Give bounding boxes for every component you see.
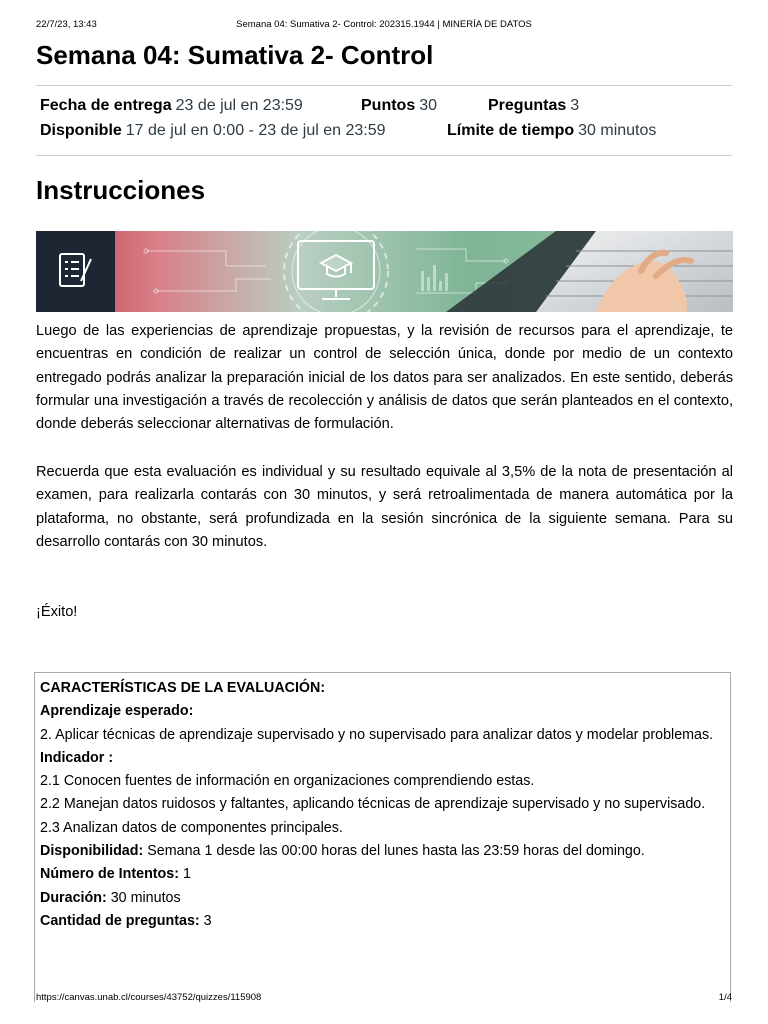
print-header <box>36 19 732 30</box>
divider <box>36 155 732 156</box>
meta-points <box>361 97 437 115</box>
availability-label: Disponibilidad: <box>40 843 144 860</box>
instructions-paragraph-1: Luego de las experiencias de aprendizaje propuestas, y la revisión de recursos para el aprendizaje, te encuentras en condición de realizar un control de selección única, donde por medio de un contexto entregado podrás analizar la preparación inicial de los datos para ser analizados. En este sentido, deberás formular una investigación a través de recolección y análisis de datos que serán planteados en el contexto, donde deberás seleccionar alternativas de formulación. <box>36 323 733 433</box>
page-title: Semana 04: Sumativa 2- Control <box>36 40 434 70</box>
meta-available <box>40 122 386 140</box>
indicator-item: 2.2 Manejan datos ruidosos y faltantes, aplicando técnicas de aprendizaje supervisado y no supervisado. <box>40 796 706 813</box>
page-number: 1/4 <box>718 992 732 1003</box>
dark-panel <box>36 231 115 312</box>
time-limit-value: 30 minutos <box>578 122 657 139</box>
indicator-label: Indicador : <box>40 749 114 766</box>
expected-learning-label: Aprendizaje esperado: <box>40 703 194 720</box>
points-value: 30 <box>419 97 438 114</box>
question-count-value: 3 <box>203 912 212 929</box>
success-message: ¡Éxito! <box>36 604 78 620</box>
due-value: 23 de jul en 23:59 <box>175 97 303 114</box>
instructions-paragraph-2: Recuerda que esta evaluación es individual y su resultado equivale al 3,5% de la nota de presentación al examen, para realizarla contarás con 30 minutos, y será retroalimentada de manera automática por la plataforma, no obstante, será profundizada en la sesión sincrónica de la siguiente semana. Para su desarrollo contarás con 30 minutos. <box>36 464 733 550</box>
duration-label: Duración: <box>40 889 107 906</box>
instructions-banner-image <box>36 231 733 312</box>
characteristics-table <box>34 672 731 1002</box>
indicator-item: 2.1 Conocen fuentes de información en organizaciones comprendiendo estas. <box>40 773 535 790</box>
time-limit-label: Límite de tiempo <box>447 122 575 139</box>
indicator-item: 2.3 Analizan datos de componentes principales. <box>40 819 343 836</box>
attempts-value: 1 <box>183 866 191 883</box>
print-datetime: 22/7/23, 13:43 <box>36 19 97 30</box>
meta-due <box>40 97 303 115</box>
attempts-label: Número de Intentos: <box>40 866 180 883</box>
available-value: 17 de jul en 0:00 - 23 de jul en 23:59 <box>125 122 386 139</box>
duration-value: 30 minutos <box>110 889 181 906</box>
availability-value: Semana 1 desde las 00:00 horas del lunes hasta las 23:59 horas del domingo. <box>147 843 645 860</box>
print-footer <box>36 992 732 1003</box>
meta-questions <box>488 97 579 115</box>
page-url[interactable]: https://canvas.unab.cl/courses/43752/quizzes/115908 <box>36 992 262 1003</box>
meta-time-limit <box>447 122 656 140</box>
characteristics-heading: CARACTERÍSTICAS DE LA EVALUACIÓN: <box>40 680 326 696</box>
questions-value: 3 <box>570 97 580 114</box>
instructions-heading: Instrucciones <box>36 175 206 205</box>
expected-learning-text: 2. Aplicar técnicas de aprendizaje supervisado y no supervisado para analizar datos y modelar problemas. <box>40 726 714 743</box>
divider <box>36 85 732 86</box>
points-label: Puntos <box>361 97 416 114</box>
due-label: Fecha de entrega <box>40 97 172 114</box>
questions-label: Preguntas <box>488 97 567 114</box>
print-document-title: Semana 04: Sumativa 2- Control: 202315.1944 | MINERÍA DE DATOS <box>236 19 532 30</box>
available-label: Disponible <box>40 122 122 139</box>
question-count-label: Cantidad de preguntas: <box>40 912 200 929</box>
